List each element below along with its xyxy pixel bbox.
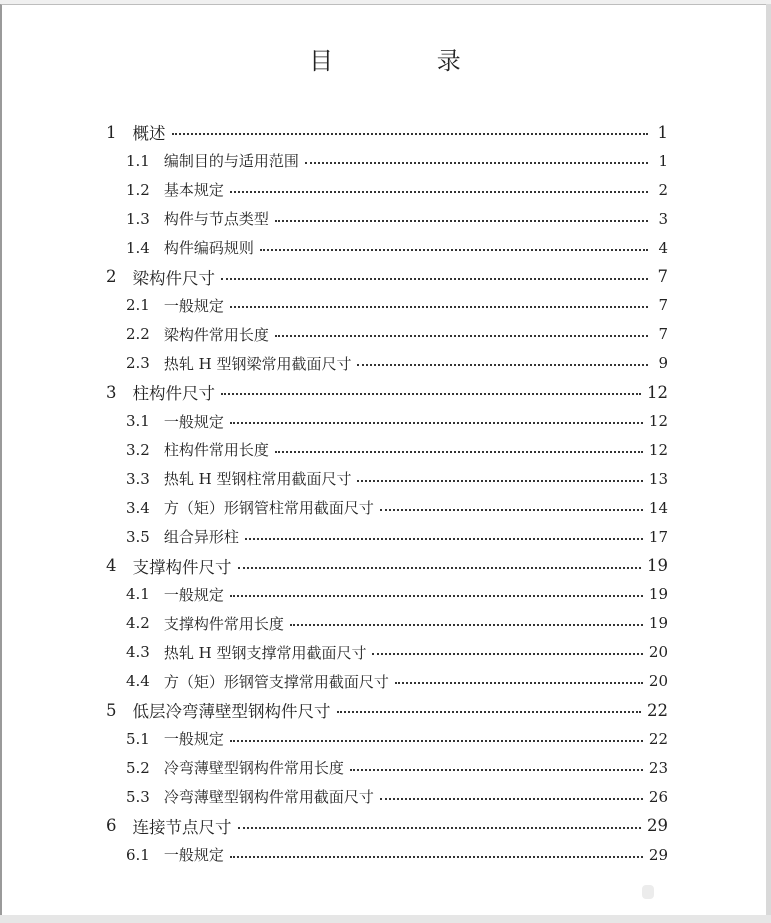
toc-entry-number: 3.1 (126, 412, 150, 430)
toc-entry-number: 1.3 (126, 209, 150, 228)
toc-entry-number: 3 (106, 382, 117, 402)
toc-entry-number: 1 (106, 122, 117, 142)
toc-entry-number: 4.3 (126, 643, 150, 662)
toc-section-entry[interactable] (126, 349, 668, 377)
toc-dot-leader (172, 133, 649, 135)
toc-entry-label: 构件编码规则 (163, 239, 254, 258)
toc-entry-label: 冷弯薄壁型钢构件常用截面尺寸 (163, 788, 374, 807)
toc-section-entry[interactable] (126, 783, 668, 811)
toc-page-number: 12 (648, 412, 668, 430)
toc-entry-label: 方（矩）形钢管柱常用截面尺寸 (163, 499, 374, 518)
toc-page-number: 4 (658, 238, 668, 257)
toc-section-entry[interactable] (126, 638, 668, 666)
toc-entry-label: 基本规定 (163, 181, 224, 200)
toc-entry-number: 3.4 (126, 498, 150, 517)
toc-section-entry[interactable] (126, 841, 668, 869)
toc-entry-label: 一般规定 (163, 585, 224, 604)
toc-entry-number: 3.5 (126, 527, 150, 546)
toc-page-number: 20 (648, 643, 668, 662)
toc-section-entry[interactable] (126, 147, 668, 175)
toc-entry-number: 1.2 (126, 180, 150, 199)
toc-entry-label: 热轧 H 型钢柱常用截面尺寸 (163, 470, 352, 489)
toc-dot-leader (230, 422, 643, 424)
toc-chapter-entry[interactable] (106, 378, 668, 406)
toc-entry-number: 5.3 (126, 787, 150, 806)
toc-page-number: 1 (657, 122, 668, 142)
toc-entry-label: 一般规定 (163, 412, 224, 431)
toc-entry-number: 6.1 (126, 845, 150, 864)
toc-section-entry[interactable] (126, 609, 668, 637)
toc-dot-leader (230, 191, 648, 193)
toc-entry-number: 3.3 (126, 469, 150, 488)
toc-dot-leader (230, 856, 643, 858)
scan-smudge (642, 885, 654, 899)
toc-chapter-entry[interactable] (106, 118, 668, 146)
toc-dot-leader (238, 827, 642, 829)
toc-page-number: 19 (647, 556, 668, 575)
toc-section-entry[interactable] (126, 205, 668, 233)
toc-page-number: 2 (658, 180, 668, 199)
bottom-viewer-strip (0, 915, 771, 923)
toc-dot-leader (221, 278, 648, 280)
toc-page-number: 12 (648, 440, 668, 459)
toc-page-number: 7 (657, 267, 668, 286)
toc-entry-label: 冷弯薄壁型钢构件常用长度 (163, 759, 344, 778)
toc-entry-label: 组合异形柱 (163, 528, 239, 547)
toc-entry-label: 一般规定 (163, 730, 224, 749)
toc-entry-number: 1.4 (126, 238, 150, 257)
toc-section-entry[interactable] (126, 465, 668, 493)
toc-page-number: 7 (658, 325, 668, 344)
toc-entry-label: 支撑构件常用长度 (163, 614, 284, 633)
toc-dot-leader (357, 480, 642, 482)
toc-entry-number: 5.1 (126, 729, 150, 748)
toc-entry-number: 4.2 (126, 614, 150, 633)
toc-dot-leader (275, 220, 648, 222)
toc-page-number: 14 (648, 498, 668, 517)
toc-dot-leader (395, 682, 643, 684)
toc-section-entry[interactable] (126, 234, 668, 262)
toc-section-entry[interactable] (126, 291, 668, 319)
toc-entry-label: 低层冷弯薄壁型钢构件尺寸 (132, 702, 331, 721)
toc-section-entry[interactable] (126, 754, 668, 782)
toc-entry-number: 5.2 (126, 758, 150, 777)
toc-dot-leader (230, 740, 643, 742)
toc-page-number: 13 (648, 469, 668, 488)
toc-dot-leader (275, 335, 648, 337)
toc-page-number: 9 (658, 354, 668, 373)
toc-entry-number: 1.1 (126, 151, 150, 170)
toc-entry-label: 方（矩）形钢管支撑常用截面尺寸 (163, 672, 389, 691)
toc-dot-leader (230, 306, 648, 308)
toc-page-number: 29 (647, 816, 668, 836)
toc-dot-leader (230, 595, 643, 597)
toc-dot-leader (260, 249, 648, 251)
toc-dot-leader (337, 711, 642, 713)
toc-dot-leader (350, 769, 643, 771)
toc-entry-number: 2.2 (126, 325, 150, 344)
toc-entry-label: 连接节点尺寸 (132, 817, 232, 837)
toc-entry-label: 热轧 H 型钢支撑常用截面尺寸 (163, 643, 367, 662)
toc-dot-leader (372, 653, 642, 655)
toc-section-entry[interactable] (126, 580, 668, 608)
toc-dot-leader (357, 364, 648, 366)
toc-page-number: 22 (647, 700, 668, 720)
toc-dot-leader (380, 509, 643, 511)
toc-section-entry[interactable] (126, 176, 668, 204)
toc-dot-leader (238, 567, 642, 569)
toc-entry-number: 5 (106, 700, 117, 720)
page-title: 目 录 (309, 47, 509, 75)
toc-dot-leader (275, 451, 643, 453)
toc-chapter-entry[interactable] (106, 552, 668, 580)
toc-page-number: 17 (648, 527, 668, 546)
toc-section-entry[interactable] (126, 320, 668, 348)
toc-entry-number: 2.3 (126, 354, 150, 373)
toc-entry-label: 柱构件尺寸 (132, 384, 215, 404)
toc-dot-leader (380, 798, 643, 800)
toc-entry-label: 梁构件常用长度 (163, 325, 269, 344)
toc-entry-label: 编制目的与适用范围 (163, 152, 299, 171)
toc-entry-label: 热轧 H 型钢梁常用截面尺寸 (163, 354, 352, 373)
toc-entry-number: 3.2 (126, 440, 150, 459)
toc-entry-label: 支撑构件尺寸 (132, 557, 232, 577)
toc-section-entry[interactable] (126, 436, 668, 464)
toc-dot-leader (245, 538, 643, 540)
toc-chapter-entry[interactable] (106, 696, 668, 724)
toc-entry-label: 一般规定 (163, 846, 224, 864)
toc-entry-number: 4.4 (126, 672, 150, 691)
toc-entry-label: 概述 (132, 124, 166, 143)
toc-chapter-entry[interactable] (106, 263, 668, 291)
toc-section-entry[interactable] (126, 523, 668, 551)
toc-page-number: 20 (648, 672, 668, 691)
toc-page-number: 1 (658, 151, 668, 170)
toc-page-number: 23 (648, 758, 668, 777)
toc-page-number: 7 (658, 296, 668, 315)
toc-entry-label: 构件与节点类型 (163, 210, 269, 229)
toc-section-entry[interactable] (126, 725, 668, 753)
toc-page-number: 19 (648, 585, 668, 604)
toc-section-entry[interactable] (126, 407, 668, 435)
toc-section-entry[interactable] (126, 494, 668, 522)
toc-dot-leader (221, 393, 641, 395)
toc-entry-label: 梁构件尺寸 (132, 268, 215, 288)
toc-page-number: 19 (648, 614, 668, 633)
toc-page-number: 22 (648, 729, 668, 748)
toc-entry-number: 6 (106, 816, 117, 836)
toc-entry-number: 4.1 (126, 585, 150, 604)
toc-entry-label: 一般规定 (163, 296, 224, 315)
toc-page-number: 29 (648, 845, 668, 864)
toc-chapter-entry[interactable] (106, 812, 668, 840)
toc-page-number: 12 (647, 382, 668, 402)
toc-entry-number: 2 (106, 267, 117, 286)
toc-dot-leader (305, 162, 648, 164)
toc-page-number: 3 (658, 209, 668, 228)
toc-dot-leader (290, 624, 643, 626)
toc-section-entry[interactable] (126, 667, 668, 695)
document-page (0, 4, 766, 915)
toc-entry-label: 柱构件常用长度 (163, 441, 269, 460)
toc-page-number: 26 (648, 787, 668, 806)
toc-entry-number: 2.1 (126, 296, 150, 315)
toc-entry-number: 4 (106, 556, 117, 575)
